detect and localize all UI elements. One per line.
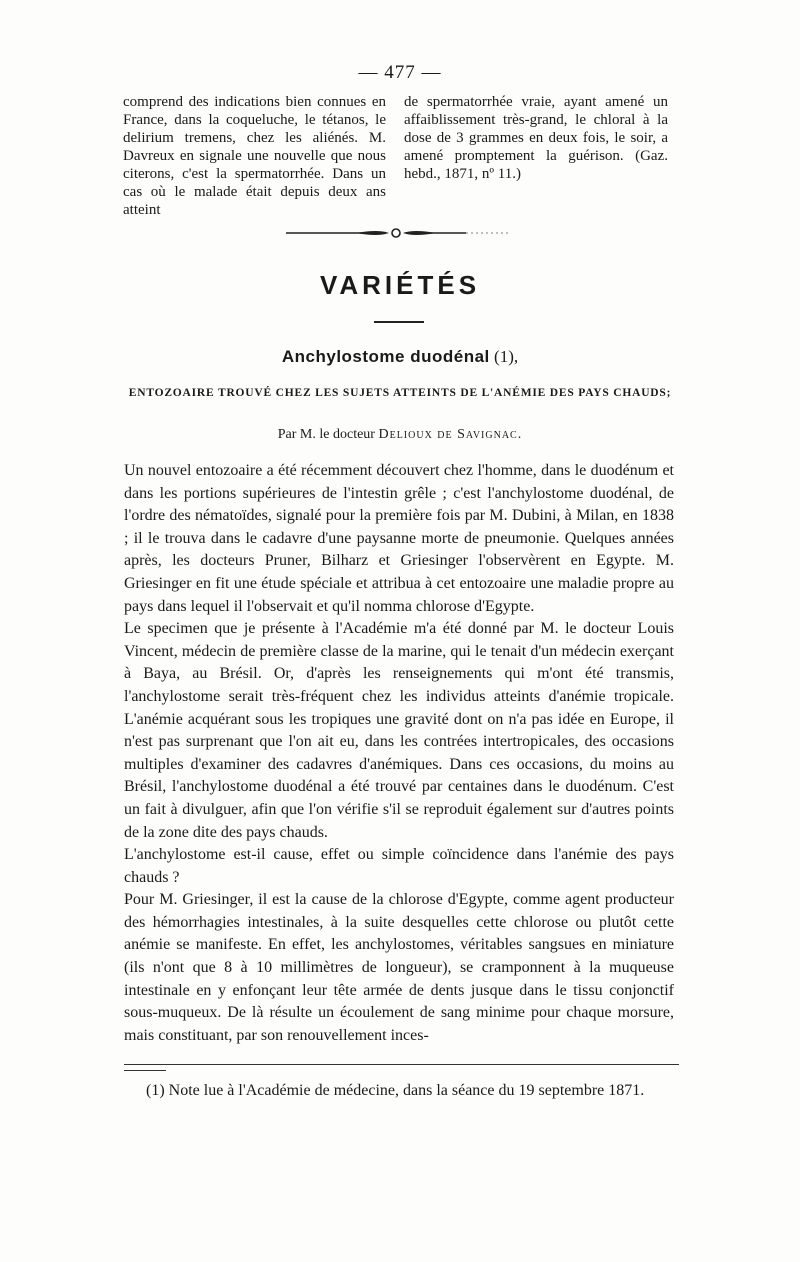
byline-prefix: Par M. le docteur xyxy=(277,427,375,442)
footnote-rule-short xyxy=(124,1070,166,1071)
article-title-note: (1), xyxy=(494,347,519,366)
article-title xyxy=(0,347,800,367)
byline xyxy=(0,427,800,443)
right-column xyxy=(404,93,668,183)
left-column-text: comprend des indications bien connues en France, dans la coqueluche, le tétanos, le delirium tremens, chez les aliénés. M. Davreux en signale une nouvelle que nous citerons, c'est la spermatorrhée. Dans un cas où le malade était depuis deux ans atteint xyxy=(123,94,386,218)
section-title: VARIÉTÉS xyxy=(319,270,481,300)
right-column-text: de spermatorrhée vraie, ayant amené un affaiblissement très-grand, le chloral à la dose de 3 grammes en deux fois, le soir, a amené promptement la guérison. (Gaz. hebd., 1871, nº 11.) xyxy=(404,94,668,182)
footnote: (1) Note lue à l'Académie de médecine, dans la séance du 19 septembre 1871. xyxy=(146,1082,645,1099)
article-title-text: Anchylostome duodénal xyxy=(281,347,490,366)
paragraph-1: Un nouvel entozoaire a été récemment découvert chez l'homme, dans le duodénum et dans les portions supérieures de l'intestin grêle ; c'est l'anchylostome duodénal, de l'ordre des nématoïdes, signalé pour la première fois par M. Dubini, à Milan, en 1838 ; il le trouva dans le cadavre d'une paysanne morte de pneumonie. Quelques années après, les docteurs Pruner, Bilharz et Griesinger l'observèrent en Egypte. M. Griesinger en fit une étude spéciale et attribua à cet entozoaire une maladie propre au pays dans lequel il l'observait et qu'il nomma chlorose d'Egypte. xyxy=(124,462,674,615)
footnote-rule xyxy=(124,1064,679,1065)
ornamental-divider-icon xyxy=(286,226,516,240)
author-name: Delioux de Savignac. xyxy=(378,427,523,442)
paragraph-4: Pour M. Griesinger, il est la cause de la chlorose d'Egypte, comme agent producteur des hémorrhagies intestinales, à la suite desquelles cette chlorose ou plutôt cette anémie se manifeste. En effet, les anchylostomes, véritables sangsues en miniature (ils n'ont que 8 à 10 millimètres de longueur), se cramponnent à la muqueuse intestinale en y enfonçant leur tête armée de dents jusque dans le tissu conjonctif sous-muqueux. De là résulte un écoulement de sang minime pour chaque morsure, mais constituant, par son renouvellement inces- xyxy=(124,891,674,1044)
page-number: — 477 — xyxy=(358,62,442,83)
title-rule xyxy=(374,321,424,323)
left-column xyxy=(123,93,386,219)
article-subtitle: ENTOZOAIRE TROUVÉ CHEZ LES SUJETS ATTEINTS DE L'ANÉMIE DES PAYS CHAUDS; xyxy=(128,387,672,399)
article-body xyxy=(124,460,674,1047)
paragraph-2: Le specimen que je présente à l'Académie m'a été donné par M. le docteur Louis Vincent, médecin de première classe de la marine, qui le tenait d'un médecin exerçant à Baya, au Brésil. Or, d'après les renseignements qui m'ont été transmis, l'anchylostome serait très-fréquent chez les individus atteints d'anémie tropicale. L'anémie acquérant sous les tropiques une gravité dont on n'a pas idée en Europe, il n'est pas surprenant que l'on ait eu, dans les contrées intertropicales, des occasions multiples d'examiner des cadavres d'anémiques. Dans ces occasions, du moins au Brésil, l'anchylostome duodénal a été trouvé par centaines dans le duodénum. C'est un fait à divulguer, afin que l'on vérifie s'il se reproduit également sur d'autres points de la zone dite des pays chauds. xyxy=(124,620,674,841)
paragraph-3: L'anchylostome est-il cause, effet ou simple coïncidence dans l'anémie des pays chauds ? xyxy=(124,846,674,886)
